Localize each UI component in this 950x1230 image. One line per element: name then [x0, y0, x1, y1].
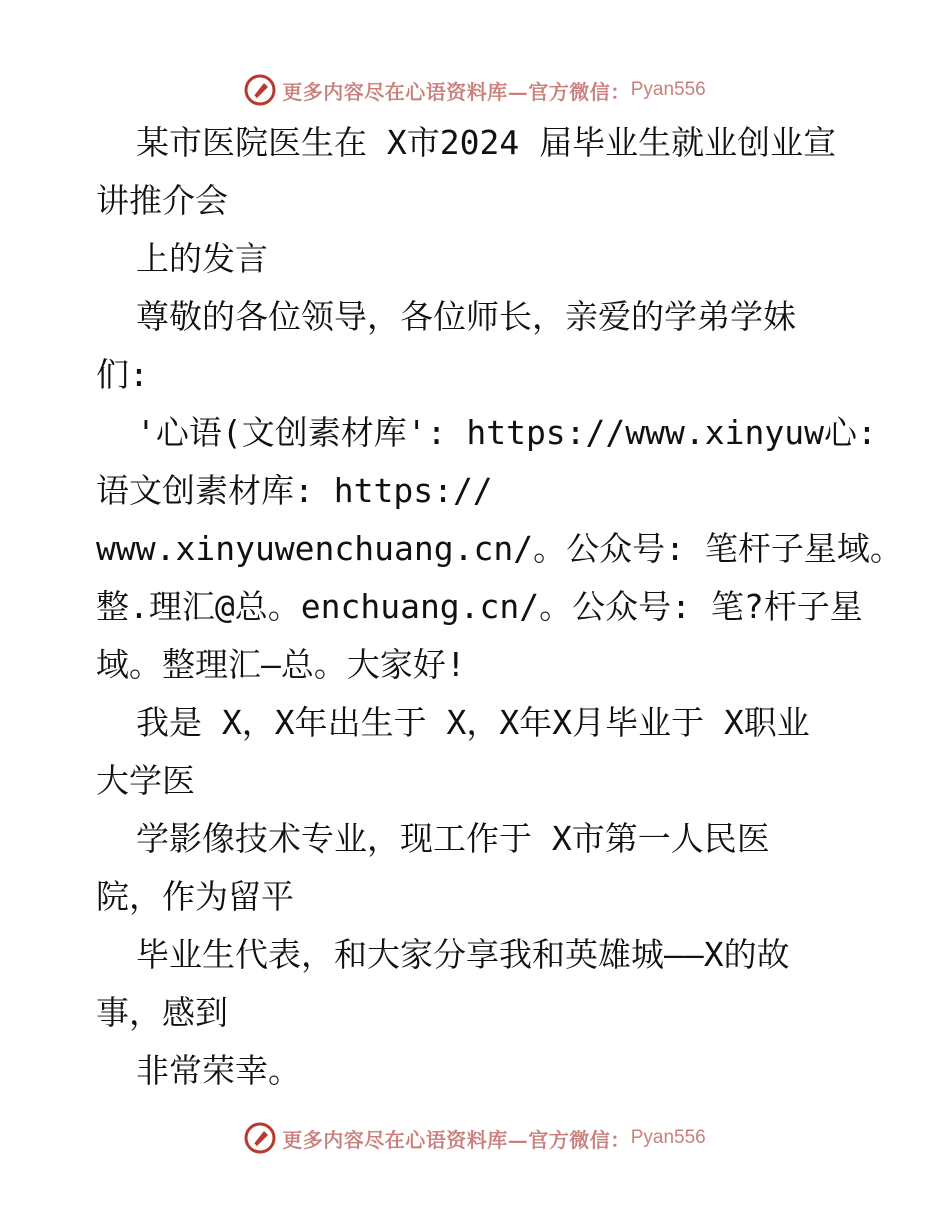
header-banner-text: 更多内容尽在心语资料库—官方微信： — [282, 79, 631, 104]
salutation-line-1: 尊敬的各位领导，各位师长，亲爱的学弟学妹 — [136, 297, 796, 336]
paragraph-line-2: 大学医 — [96, 761, 195, 800]
title-line-2: 讲推介会 — [96, 181, 228, 220]
inserted-text-line-4: 整.理汇@总。enchuang.cn/。公众号: 笔?杆子星 — [96, 587, 863, 626]
pen-nib-logo-icon — [244, 1122, 276, 1154]
greeting-line: 域。整理汇—总。大家好! — [96, 645, 466, 684]
inserted-text-line-2: 语文创素材库: https:// — [96, 471, 493, 510]
inserted-text-line-1: '心语(文创素材库': https://www.xinyuw心: — [136, 413, 877, 452]
document-body — [96, 114, 903, 1100]
paragraph-line-7: 非常荣幸。 — [136, 1051, 301, 1090]
footer-banner — [0, 1118, 950, 1158]
title-line-1: 某市医院医生在 X市2024 届毕业生就业创业宣 — [136, 123, 837, 162]
paragraph-line-5: 毕业生代表，和大家分享我和英雄城——X的故 — [136, 935, 790, 974]
inserted-text-line-3: www.xinyuwenchuang.cn/。公众号: 笔杆子星域。 — [96, 529, 903, 568]
paragraph-line-6: 事，感到 — [96, 993, 228, 1032]
footer-banner-contact: Pyan556 — [630, 1127, 706, 1148]
paragraph-line-1: 我是 X，X年出生于 X，X年X月毕业于 X职业 — [136, 703, 810, 742]
paragraph-line-4: 院，作为留平 — [96, 877, 294, 916]
footer-banner-text: 更多内容尽在心语资料库—官方微信： — [282, 1127, 631, 1152]
title-line-3: 上的发言 — [136, 239, 268, 278]
salutation-line-2: 们: — [96, 355, 149, 394]
paragraph-line-3: 学影像技术专业，现工作于 X市第一人民医 — [136, 819, 770, 858]
pen-nib-logo-icon — [244, 74, 276, 106]
header-banner — [0, 70, 950, 110]
header-banner-contact: Pyan556 — [630, 79, 706, 100]
